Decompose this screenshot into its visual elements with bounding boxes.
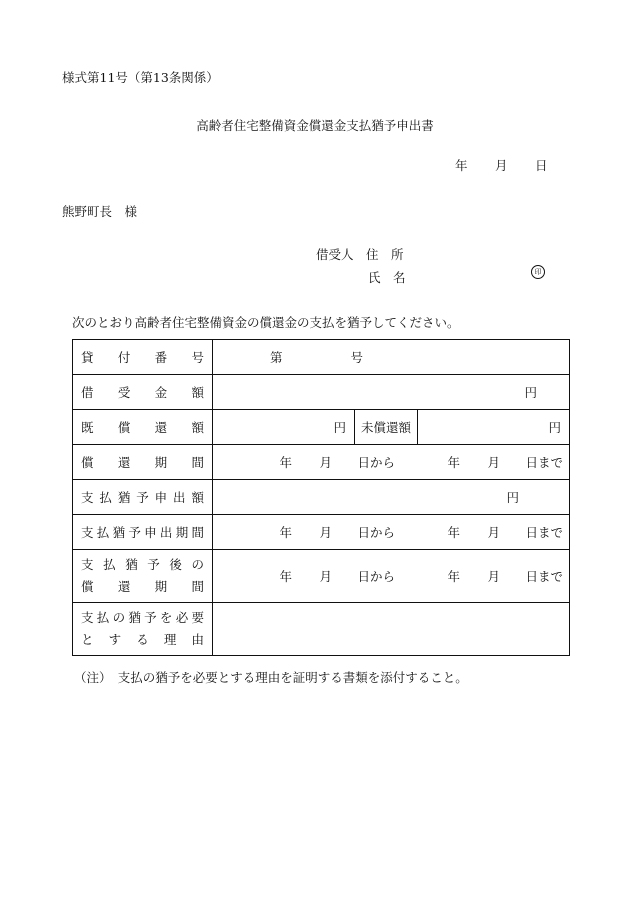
label-char: 額 [191, 385, 204, 400]
label-char: 出 [159, 525, 173, 540]
label-char: の [112, 610, 126, 625]
label-char: 貸 [81, 350, 94, 365]
period-from: 日から [357, 569, 395, 584]
loan-number-label [73, 340, 213, 375]
recipient: 熊野町長 様 [62, 204, 138, 219]
repaid-amount-label [73, 410, 213, 445]
date-year: 年 [455, 158, 468, 173]
yen-unit: 円 [333, 420, 346, 435]
period-month2: 月 [487, 569, 500, 584]
deferral-amount-label [73, 480, 213, 515]
label-char: 猶 [125, 557, 138, 572]
table-row [73, 375, 570, 410]
document-title: 高齢者住宅整備資金償還金支払猶予申出書 [196, 118, 434, 133]
period-year: 年 [279, 525, 292, 540]
label-char: 理 [163, 632, 177, 647]
period-year2: 年 [447, 569, 460, 584]
period-from: 日から [357, 525, 395, 540]
label-char: 支 [81, 557, 94, 572]
label-char: 申 [154, 490, 168, 505]
label-char: を [159, 610, 173, 625]
label-char: 猶 [112, 525, 126, 540]
table-row [73, 515, 570, 550]
label-char: 間 [191, 455, 204, 470]
intro-text: 次のとおり高齢者住宅整備資金の償還金の支払を猶予してください。 [72, 315, 460, 330]
label-char: 払 [103, 557, 116, 572]
label-char: 償 [117, 420, 131, 435]
table-row [73, 480, 570, 515]
period-year2: 年 [447, 455, 460, 470]
table-row [73, 550, 570, 603]
label-char: の [191, 557, 204, 572]
period-fields [213, 453, 569, 471]
label-char: 由 [191, 632, 204, 647]
form-number: 様式第11号（第13条関係） [62, 70, 219, 85]
label-char: 金 [154, 385, 168, 400]
unrepaid-amount-cell[interactable] [418, 410, 569, 444]
application-table [72, 339, 570, 656]
repaid-amount-cell[interactable] [213, 410, 570, 445]
label-char: す [108, 632, 122, 647]
label-char: 既 [81, 420, 94, 435]
label-char: 予 [128, 525, 141, 540]
label-char: 償 [81, 455, 94, 470]
unrepaid-label: 未償還額 [360, 420, 411, 435]
label-char: 期 [175, 525, 189, 540]
label-char: 払 [99, 490, 112, 505]
label-char: 予 [144, 610, 157, 625]
label-char: る [136, 632, 149, 647]
loan-number-prefix: 第 [270, 350, 283, 365]
period-until: 日まで [525, 455, 563, 470]
period-year: 年 [279, 569, 292, 584]
after-deferral-period-cell[interactable] [213, 550, 570, 603]
label-char: 予 [147, 557, 160, 572]
label-char: 要 [191, 610, 204, 625]
label-char: 猶 [117, 490, 131, 505]
label-char: 額 [191, 490, 204, 505]
period-month: 月 [319, 569, 332, 584]
label-char: 還 [117, 579, 131, 594]
label-char: 間 [191, 525, 204, 540]
label-char: と [81, 632, 94, 647]
period-month: 月 [319, 525, 332, 540]
applicant-name-label: 氏 名 [368, 270, 406, 285]
label-char: 申 [144, 525, 157, 540]
reason-cell[interactable] [213, 603, 570, 656]
table-row [73, 410, 570, 445]
label-char: 払 [96, 525, 110, 540]
yen-unit: 円 [548, 420, 561, 435]
seal-icon: 印 [531, 265, 545, 279]
label-char: 払 [96, 610, 110, 625]
yen-unit: 円 [524, 385, 537, 400]
date-month: 月 [495, 158, 508, 173]
label-char: 支 [81, 490, 94, 505]
label-char: 還 [117, 455, 131, 470]
label-char: 還 [154, 420, 168, 435]
period-month: 月 [319, 455, 332, 470]
deferral-amount-cell[interactable] [213, 480, 570, 515]
borrowed-amount-cell[interactable] [213, 375, 570, 410]
period-until: 日まで [525, 569, 563, 584]
repayment-period-cell[interactable] [213, 445, 570, 480]
period-month2: 月 [487, 525, 500, 540]
yen-unit: 円 [506, 490, 519, 505]
label-char: 支 [81, 525, 94, 540]
period-fields [213, 567, 569, 585]
deferral-period-cell[interactable] [213, 515, 570, 550]
period-year2: 年 [447, 525, 460, 540]
loan-number-cell[interactable] [213, 340, 570, 375]
label-char: 猶 [128, 610, 141, 625]
label-char: 期 [154, 579, 168, 594]
period-until: 日まで [525, 525, 563, 540]
deferral-period-label [73, 515, 213, 550]
reason-label [73, 603, 213, 656]
label-char: 借 [81, 385, 94, 400]
label-char: 受 [117, 385, 131, 400]
note-text: （注） 支払の猶予を必要とする理由を証明する書類を添付すること。 [74, 670, 468, 685]
period-year: 年 [279, 455, 292, 470]
label-char: 間 [191, 579, 204, 594]
label-char: 予 [136, 490, 149, 505]
loan-number-suffix: 号 [350, 350, 364, 365]
date-day: 日 [535, 158, 548, 173]
after-deferral-period-label [73, 550, 213, 603]
applicant-address-label: 借受人 住 所 [316, 247, 404, 262]
label-char: 号 [191, 350, 204, 365]
label-char: 番 [154, 350, 168, 365]
label-char: 付 [117, 350, 131, 365]
label-char: 期 [154, 455, 168, 470]
label-char: 支 [81, 610, 94, 625]
label-char: 出 [173, 490, 186, 505]
label-char: 償 [81, 579, 94, 594]
date-line [455, 156, 548, 174]
label-char: 後 [169, 557, 182, 572]
borrowed-amount-label [73, 375, 213, 410]
period-fields [213, 523, 569, 541]
repayment-period-label [73, 445, 213, 480]
label-char: 必 [175, 610, 189, 625]
period-from: 日から [357, 455, 395, 470]
label-char: 額 [191, 420, 204, 435]
table-row [73, 340, 570, 375]
period-month2: 月 [487, 455, 500, 470]
table-row [73, 603, 570, 656]
table-row [73, 445, 570, 480]
